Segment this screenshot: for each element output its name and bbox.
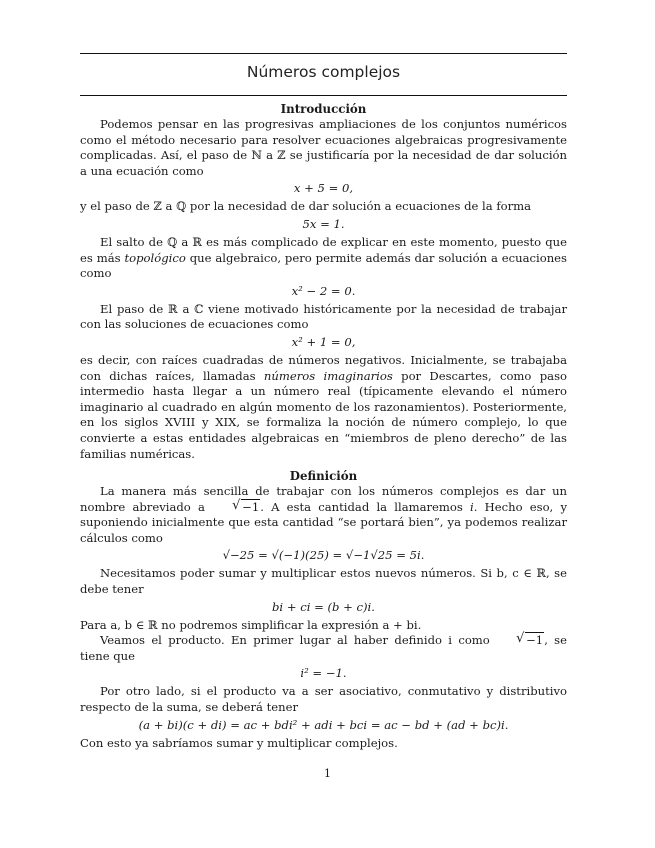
paragraph: El salto de ℚ a ℝ es más complicado de explicar en este momento, puesto que es más topológico que algebraico, pero permite además dar solución a ecuaciones como	[80, 234, 567, 281]
paragraph: Podemos pensar en las progresivas ampliaciones de los conjuntos numéricos como el método necesario para resolver ecuaciones algebraicas progresivamente complicadas. Así, el paso de ℕ a ℤ se justificaría por la necesidad de dar solución a una ecuación como	[80, 117, 567, 178]
square-root: √ −1	[232, 497, 260, 514]
top-rule	[80, 53, 567, 54]
paragraph: Para a, b ∈ ℝ no podremos simplificar la expresión a + bi.	[80, 617, 422, 632]
equation: x² − 2 = 0.	[291, 283, 356, 298]
section-heading-intro: Introducción	[280, 102, 367, 116]
paragraph: El paso de ℝ a ℂ viene motivado históricamente por la necesidad de trabajar con las soluciones de ecuaciones como	[80, 301, 567, 332]
equation: 5x = 1.	[302, 216, 345, 231]
emphasis: topológico	[124, 250, 186, 265]
equation: bi + ci = (b + c)i.	[272, 599, 375, 614]
equation: √−25 = √(−1)(25) = √−1√25 = 5i.	[222, 548, 425, 563]
paragraph: Por otro lado, si el producto va a ser asociativo, conmutativo y distributivo respecto de la suma, se deberá tener	[80, 684, 567, 715]
document-body	[80, 101, 567, 751]
square-root: √ −1	[516, 631, 544, 648]
paragraph: Necesitamos poder sumar y multiplicar estos nuevos números. Si b, c ∈ ℝ, se debe tener	[80, 566, 567, 597]
section-heading-definition: Definición	[289, 469, 358, 484]
paragraph: Con esto ya sabríamos sumar y multiplicar complejos.	[80, 735, 398, 750]
page-number: 1	[324, 767, 331, 780]
paragraph: es decir, con raíces cuadradas de números negativos. Inicialmente, se trabajaba con dichas raíces, llamadas números imaginarios por Descartes, como paso intermedio hasta llegar a un número real (típicamente elevando el número imaginario al cuadrado en algún momento de los razonamientos). Posteriormente, en los siglos XVIII y XIX, se formaliza la noción de número complejo, lo que convierte a estas entidades algebraicas en “miembros de pleno derecho” de las familias numéricas.	[80, 352, 568, 461]
emphasis: números imaginarios	[263, 368, 393, 383]
title-rule	[80, 95, 567, 96]
page-title: Números complejos	[246, 63, 401, 81]
equation: (a + bi)(c + di) = ac + bdi² + adi + bci = ac − bd + (ad + bc)i.	[138, 717, 509, 732]
paragraph: Veamos el producto. En primer lugar al haber definido i como √ −1, se tiene que	[80, 631, 567, 663]
equation: x² + 1 = 0,	[291, 334, 356, 349]
paragraph: y el paso de ℤ a ℚ por la necesidad de dar solución a ecuaciones de la forma	[80, 199, 532, 214]
equation: i² = −1.	[300, 666, 347, 681]
equation: x + 5 = 0,	[293, 181, 354, 196]
paragraph: La manera más sencilla de trabajar con los números complejos es dar un nombre abreviado a √ −1. A esta cantidad la llamaremos i. Hecho eso, y suponiendo inicialmente que esta cantidad “se portará bien”, ya podemos realizar cálculos como	[80, 484, 567, 545]
